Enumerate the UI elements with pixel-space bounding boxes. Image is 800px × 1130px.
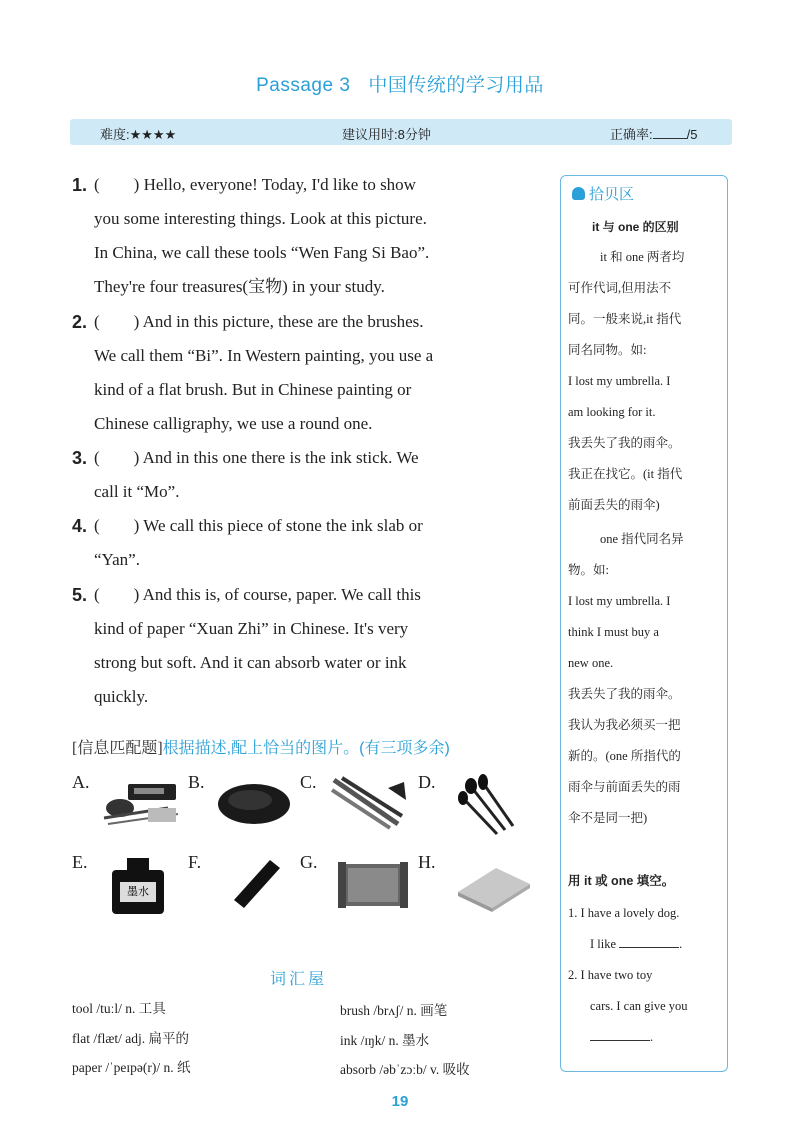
question-3: 3. ( ) And in this one there is the ink stick. We call it “Mo”. [72,448,419,501]
ink-stick-image [226,856,286,912]
option-c-label: C. [300,772,317,792]
option-a-label: A. [72,772,90,792]
sidebar-line: 我认为我必须买一把 [568,718,681,732]
accuracy: 正确率: /5 [610,127,698,142]
question-1: 1. ( ) Hello, everyone! Today, I'd like to show you some interesting things. Look at this picture. In China, we call these tools “Wen Fang Si Bao”. They're four treasures(宝物) in your study. [72,175,430,296]
vocab-word: ink /ɪŋk/ n. 墨水 [340,1033,430,1048]
question-4: 4. ( ) We call this piece of stone the ink slab or “Yan”. [72,516,423,569]
vocab-word: tool /tuːl/ n. 工具 [72,1001,166,1016]
answer-blank-2[interactable] [590,1028,650,1041]
answer-blank-1[interactable] [619,935,679,948]
sidebar-line: 同。一般来说,it 指代 [568,312,682,326]
question-5: 5. ( ) And this is, of course, paper. We call this kind of paper “Xuan Zhi” in Chinese. It's very strong but soft. And it can absorb water or ink quickly. [72,585,421,706]
sidebar-line: one 指代同名异 [600,532,684,546]
exercise-2-line2: cars. I can give you [590,999,688,1013]
matching-instruction [72,735,450,758]
page-title [0,70,800,97]
ink-bottle-image [110,858,166,914]
sidebar-line: 可作代词,但用法不 [568,281,672,295]
question-type-tag: [信息匹配题] [72,740,163,757]
sidebar-line: 我丢失了我的雨伞。 [568,436,681,450]
title-en: Passage 3 [256,75,351,96]
difficulty: 难度:★★★★ [100,127,177,142]
shell-icon [572,187,585,200]
paper-scroll-image [336,856,412,912]
exercise-title: 用 it 或 one 填空。 [568,874,675,888]
sidebar-subtitle: it 与 one 的区别 [592,220,679,234]
sidebar-line: think I must buy a [568,625,659,639]
option-g-label: G. [300,852,318,872]
sidebar-line: am looking for it. [568,405,656,419]
sidebar-line: 我丢失了我的雨伞。 [568,687,681,701]
vocab-word: absorb /əbˈzɔːb/ v. 吸收 [340,1062,470,1077]
sidebar-line: 新的。(one 所指代的 [568,749,681,763]
instruction-text: 根据描述,配上恰当的图片。(有三项多余) [162,740,450,757]
sidebar-line: 同名同物。如: [568,343,647,357]
option-h-label: H. [418,852,436,872]
vocab-word: brush /brʌʃ/ n. 画笔 [340,1003,448,1018]
sidebar-line: it 和 one 两者均 [600,250,685,264]
ink-bottle-label: 墨水 [120,882,156,902]
four-treasures-image [98,778,184,828]
option-f-label: F. [188,852,202,872]
round-brushes-image [455,774,521,836]
vocab-word: flat /flæt/ adj. 扁平的 [72,1031,189,1046]
option-b-label: B. [188,772,205,792]
sidebar-line: I lost my umbrella. I [568,594,671,608]
vocab-header: 词汇屋 [270,971,328,988]
question-2: 2. ( ) And in this picture, these are the brushes. We call them “Bi”. In Western painting, you use a kind of a flat brush. But in Chinese painting or Chinese calligraphy, we use a round one. [72,312,434,433]
sidebar-line: 我正在找它。(it 指代 [568,467,683,481]
exercise-2-line3: . [590,1022,746,1053]
sidebar-header: 拾贝区 [572,183,634,204]
title-cn: 中国传统的学习用品 [368,75,544,96]
exercise-1-line2: I like . [590,937,683,951]
exercise-2-line1: 2. I have two toy [568,968,653,982]
sidebar-line: 雨伞与前面丢失的雨 [568,780,681,794]
info-bar [70,119,732,145]
sidebar-line: I lost my umbrella. I [568,374,671,388]
ink-slab-image [214,780,294,830]
sidebar-line: 物。如: [568,563,609,577]
option-e-label: E. [72,852,88,872]
page-number: 19 [391,1093,409,1110]
flat-brushes-image [328,774,408,830]
exercise-1-line1: 1. I have a lovely dog. [568,906,680,920]
sidebar-line: 伞不是同一把) [568,811,648,825]
option-d-label: D. [418,772,436,792]
sidebar-line: new one. [568,656,614,670]
vocab-word: paper /ˈpeɪpə(r)/ n. 纸 [72,1060,191,1075]
paper-stack-image [454,862,534,912]
suggested-time: 建议用时:8分钟 [342,127,431,142]
sidebar-line: 前面丢失的雨伞) [568,498,660,512]
